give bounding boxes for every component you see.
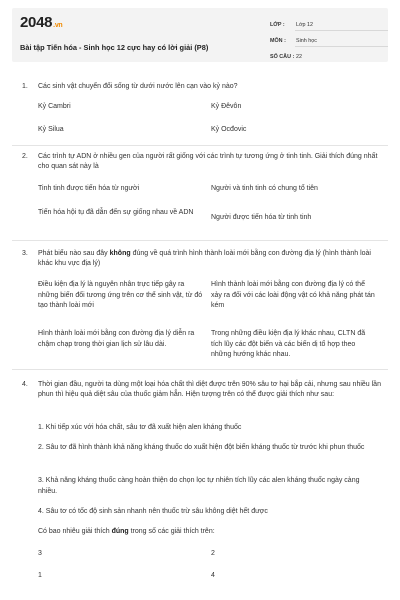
q3-option-a[interactable]: Điều kiện địa lý là nguyên nhân trực tiếp gây ra những biến đổi tương ứng trên cơ thể sinh vật, từ đó tạo thành loài mới	[38, 281, 203, 310]
q4-statement-1: 1. Khi tiếp xúc với hóa chất, sâu tơ đã xuất hiện alen kháng thuốc	[38, 424, 242, 431]
q2-option-c[interactable]: Tiến hóa hội tụ đã dẫn đến sự giống nhau về ADN	[38, 209, 194, 216]
q3-option-d[interactable]: Trong những điều kiện địa lý khác nhau, CLTN đã tích lũy các đột biến và các biến dị tổ hợp theo những hướng khác nhau.	[211, 330, 366, 359]
q4-option-d[interactable]: 4	[211, 572, 215, 579]
q4-option-c[interactable]: 1	[38, 572, 42, 579]
question-number: 2.	[22, 153, 28, 160]
emphasis-correct: đúng	[111, 528, 129, 535]
meta-count-value: 22	[296, 54, 302, 60]
question-divider	[12, 369, 388, 370]
question-number: 1.	[22, 83, 28, 90]
question-number: 4.	[22, 381, 28, 388]
q4-option-a[interactable]: 3	[38, 550, 42, 557]
q3-option-c[interactable]: Hình thành loài mới bằng con đường địa lý diễn ra chậm chạp trong thời gian lịch sử lâu dài.	[38, 330, 195, 348]
question-divider	[12, 240, 388, 241]
q1-option-c[interactable]: Kỷ Silua	[38, 126, 64, 133]
meta-class-label: LỚP :	[270, 22, 285, 28]
question-number: 3.	[22, 250, 28, 257]
question-text: Các trình tự ADN ở nhiều gen của người rất giống với các trình tự tương ứng ở tinh tinh. Giải thích đúng nhất cho quan sát này là	[38, 153, 378, 170]
q2-option-b[interactable]: Người và tinh tinh có chung tổ tiên	[211, 185, 318, 192]
question-text: Phát biểu nào sau đây không đúng về quá trình hình thành loài mới bằng con đường địa lý (hình thành loài khác khu vực địa lý)	[38, 250, 371, 267]
meta-divider	[295, 46, 388, 47]
site-logo[interactable]: 2048.vn	[20, 14, 63, 31]
meta-divider	[295, 30, 388, 31]
meta-subject-label: MÔN :	[270, 38, 286, 44]
meta-count-label: SỐ CÂU :	[270, 54, 295, 60]
q4-prompt: Có bao nhiêu giải thích đúng trong số các giải thích trên:	[38, 528, 215, 535]
q1-option-d[interactable]: Kỷ Ocđovic	[211, 126, 247, 133]
worksheet-header	[12, 8, 388, 62]
q4-statement-2: 2. Sâu tơ đã hình thành khả năng kháng thuốc do xuất hiện đột biến kháng thuốc từ trước khi phun thuốc	[38, 444, 365, 451]
q2-option-a[interactable]: Tinh tinh được tiến hóa từ người	[38, 185, 140, 192]
q1-option-a[interactable]: Kỷ Cambri	[38, 103, 71, 110]
meta-subject-value: Sinh học	[296, 38, 317, 44]
question-divider	[12, 145, 388, 146]
q4-statement-3: 3. Khả năng kháng thuốc càng hoàn thiện do chọn lọc tự nhiên tích lũy các alen kháng thuốc ngày càng nhiều.	[38, 477, 360, 495]
meta-class-value: Lớp 12	[296, 22, 314, 28]
page-title: Bài tập Tiến hóa - Sinh học 12 cực hay có lời giải (P8)	[20, 43, 209, 52]
q1-option-b[interactable]: Kỷ Đêvôn	[211, 103, 242, 110]
question-text: Thời gian đầu, người ta dùng một loại hóa chất thì diệt được trên 90% sâu tơ hại bắp cải, nhưng sau nhiều lần phun thì hiệu quả diệt sâu của thuốc giảm hẳn. Hiện tượng trên có thể được giải thích như sau:	[38, 381, 381, 398]
q2-option-d[interactable]: Người được tiến hóa từ tinh tinh	[211, 214, 312, 221]
question-text: Các sinh vật chuyển đổi sống từ dưới nước lên cạn vào kỷ nào?	[38, 83, 238, 90]
q4-statement-4: 4. Sâu tơ có tốc độ sinh sản nhanh nên thuốc trừ sâu không diệt hết được	[38, 508, 268, 515]
q4-option-b[interactable]: 2	[211, 550, 215, 557]
q3-option-b[interactable]: Hình thành loài mới bằng con đường địa lý có thể xảy ra đối với các loài động vật có khả năng phát tán kém	[211, 281, 375, 310]
emphasis-not: không	[109, 250, 131, 257]
